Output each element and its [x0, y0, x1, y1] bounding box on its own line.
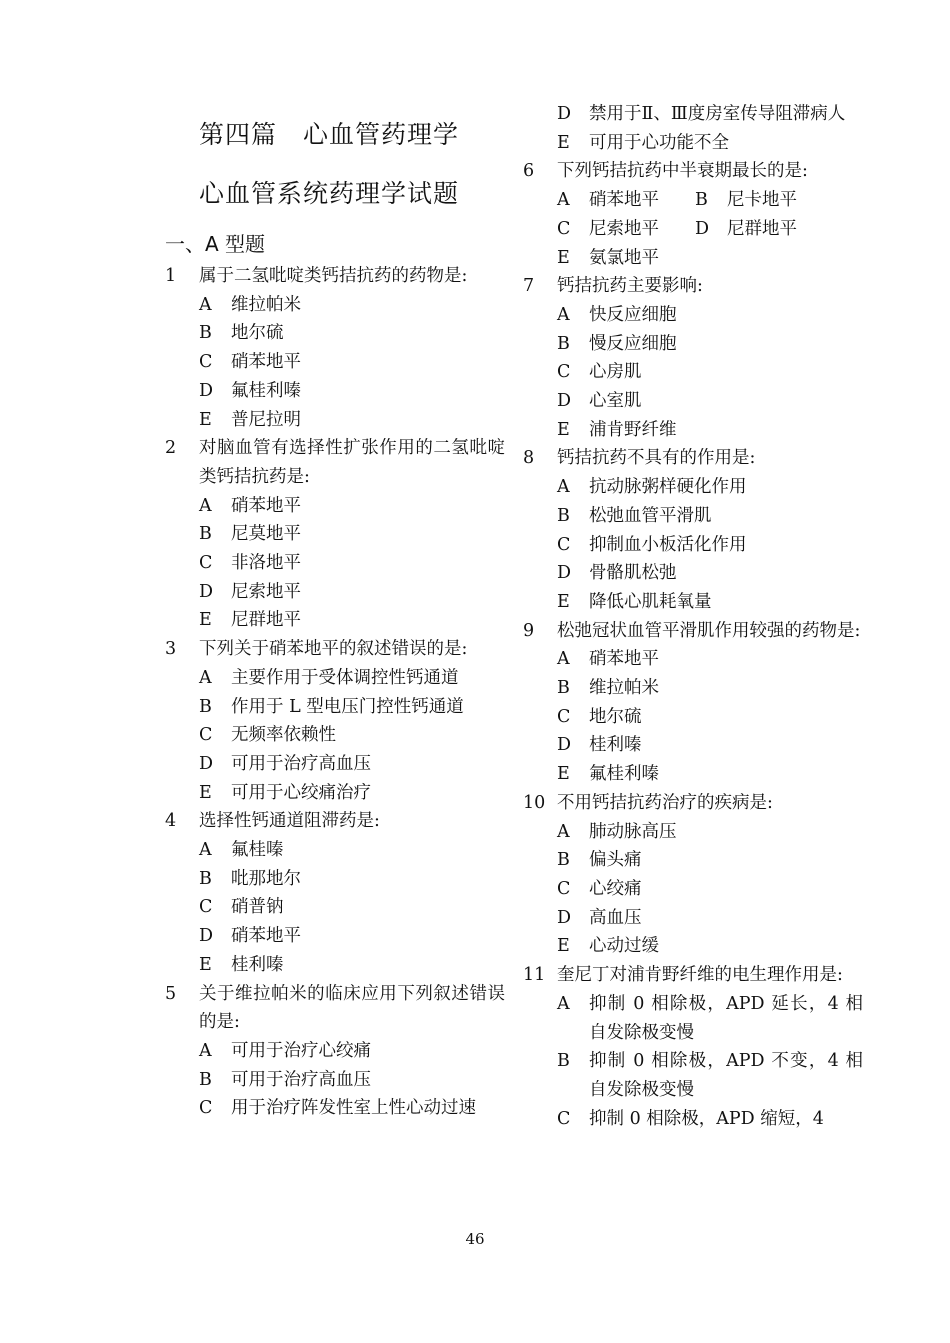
- option-text: 硝苯地平: [231, 352, 301, 373]
- option-text: 用于治疗阵发性室上性心动过速: [231, 1098, 476, 1119]
- option: [523, 502, 863, 531]
- option-row: [523, 215, 863, 244]
- option: [523, 416, 863, 445]
- question: [165, 635, 505, 664]
- option-letter: C: [199, 352, 213, 373]
- option: [695, 215, 833, 244]
- option-letter: D: [557, 563, 572, 584]
- option-letter: D: [199, 753, 214, 774]
- option-letter: E: [557, 419, 570, 440]
- option-text: 硝普钠: [231, 897, 284, 918]
- question-number: 6: [523, 161, 535, 182]
- question-text: 不用钙拮抗药治疗的疾病是:: [557, 792, 773, 813]
- option-letter: B: [557, 505, 570, 526]
- option-text: 可用于治疗心绞痛: [231, 1040, 371, 1061]
- option-text: 骨骼肌松弛: [589, 563, 677, 584]
- option-text: 心绞痛: [589, 878, 642, 899]
- question-5-continued: [523, 100, 863, 157]
- option-letter: E: [557, 936, 570, 957]
- option-letter: D: [557, 735, 572, 756]
- question-number: 5: [165, 983, 177, 1004]
- option-letter: A: [199, 294, 212, 315]
- option: [165, 893, 505, 922]
- option-text: 维拉帕米: [589, 678, 659, 699]
- option-text: 尼莫地平: [231, 524, 301, 545]
- option: [165, 1037, 505, 1066]
- option: [523, 473, 863, 502]
- option-text: 抑制 0 相除极，APD 延长，4 相自发除极变慢: [589, 993, 863, 1043]
- option-letter: E: [557, 764, 570, 785]
- option-text: 高血压: [589, 907, 642, 928]
- option-text: 硝苯地平: [589, 190, 659, 211]
- option-text: 桂利嗪: [231, 954, 284, 975]
- option: [165, 836, 505, 865]
- question: [165, 980, 505, 1037]
- question-text: 下列关于硝苯地平的叙述错误的是:: [199, 639, 468, 660]
- question: [523, 444, 863, 473]
- option: [165, 693, 505, 722]
- option-letter: A: [557, 821, 570, 842]
- option-text: 抑制 0 相除极，APD 缩短，4: [589, 1108, 824, 1129]
- question-text: 钙拮抗药主要影响:: [557, 276, 703, 297]
- option-letter: C: [199, 897, 213, 918]
- option-text: 偏头痛: [589, 850, 642, 871]
- option: [523, 645, 863, 674]
- option: [165, 951, 505, 980]
- option-letter: D: [199, 380, 214, 401]
- option-text: 抗动脉粥样硬化作用: [589, 477, 747, 498]
- option-letter: C: [199, 553, 213, 574]
- option-text: 桂利嗪: [589, 735, 642, 756]
- question-number: 2: [165, 438, 177, 459]
- option-letter: D: [199, 581, 214, 602]
- question-text: 下列钙拮抗药中半衰期最长的是:: [557, 161, 808, 182]
- option-letter: A: [557, 649, 570, 670]
- option-text: 尼索地平: [589, 218, 659, 239]
- question-number: 4: [165, 811, 177, 832]
- option: [523, 846, 863, 875]
- option-letter: E: [199, 782, 212, 803]
- option-letter: D: [557, 104, 572, 124]
- option-text: 抑制血小板活化作用: [589, 534, 747, 555]
- option: [165, 922, 505, 951]
- option: [523, 129, 863, 158]
- option-text: 吡那地尔: [231, 868, 301, 889]
- option-text: 地尔硫: [231, 323, 284, 344]
- option-text: 浦肯野纤维: [589, 419, 677, 440]
- option: [165, 750, 505, 779]
- option-letter: A: [557, 304, 570, 325]
- option-letter: A: [199, 1040, 212, 1061]
- option-text: 无频率依赖性: [231, 725, 336, 746]
- option-text: 可用于治疗高血压: [231, 753, 371, 774]
- question-number: 1: [165, 266, 177, 286]
- option: [165, 377, 505, 406]
- question: [165, 434, 505, 491]
- option-letter: A: [199, 840, 212, 861]
- option: [523, 703, 863, 732]
- option: [523, 904, 863, 933]
- option-text: 硝苯地平: [231, 926, 301, 947]
- option-text: 维拉帕米: [231, 294, 301, 315]
- option-text: 可用于治疗高血压: [231, 1069, 371, 1090]
- option: [165, 492, 505, 521]
- option-letter: C: [557, 1108, 571, 1129]
- option: [523, 760, 863, 789]
- option: [557, 215, 695, 244]
- option: [165, 291, 505, 320]
- option: [523, 1105, 863, 1134]
- option-text: 氨氯地平: [589, 247, 659, 268]
- option: [165, 779, 505, 808]
- question: [523, 157, 863, 186]
- option: [523, 100, 863, 129]
- question-text: 关于维拉帕米的临床应用下列叙述错误的是:: [199, 983, 505, 1033]
- chapter-title: 心血管系统药理学试题: [199, 179, 460, 208]
- option: [695, 186, 833, 215]
- question-text: 属于二氢吡啶类钙拮抗药的药物是:: [199, 266, 468, 286]
- option-letter: A: [199, 495, 212, 516]
- option-text: 心房肌: [589, 362, 642, 383]
- question-number: 11: [523, 965, 546, 986]
- option-letter: E: [199, 409, 212, 430]
- question: [523, 961, 863, 990]
- question-text: 对脑血管有选择性扩张作用的二氢吡啶类钙拮抗药是:: [199, 438, 505, 487]
- option: [165, 606, 505, 635]
- option: [165, 406, 505, 435]
- option-letter: C: [557, 706, 571, 727]
- option-letter: E: [557, 132, 570, 153]
- option-text: 作用于 L 型电压门控性钙通道: [231, 696, 464, 717]
- option-text: 可用于心绞痛治疗: [231, 782, 371, 803]
- option-text: 松弛血管平滑肌: [589, 505, 712, 526]
- option-text: 心动过缓: [589, 936, 659, 957]
- option-text: 地尔硫: [589, 706, 642, 727]
- option: [523, 932, 863, 961]
- question: [523, 272, 863, 301]
- option-text: 氟桂利嗪: [231, 380, 301, 401]
- option-text: 可用于心功能不全: [589, 132, 729, 153]
- option-text: 主要作用于受体调控性钙通道: [231, 667, 459, 688]
- option-letter: B: [557, 678, 570, 699]
- page-number: 46: [465, 1230, 485, 1248]
- option-letter: B: [199, 1069, 212, 1090]
- option-letter: D: [695, 218, 710, 239]
- option-letter: C: [557, 878, 571, 899]
- option: [165, 348, 505, 377]
- option: [523, 990, 863, 1047]
- option: [165, 1094, 505, 1123]
- option-text: 心室肌: [589, 391, 642, 412]
- option-letter: D: [199, 926, 214, 947]
- question-list-left: [165, 262, 505, 1123]
- option: [523, 1047, 863, 1104]
- option-letter: B: [199, 696, 212, 717]
- option: [165, 549, 505, 578]
- option: [523, 875, 863, 904]
- option-text: 硝苯地平: [231, 495, 301, 516]
- option-letter: B: [557, 1051, 570, 1072]
- right-column: [523, 100, 863, 1133]
- option: [523, 559, 863, 588]
- option: [165, 319, 505, 348]
- option-text: 禁用于Ⅱ、Ⅲ度房室传导阻滞病人: [589, 104, 846, 124]
- option: [523, 674, 863, 703]
- option-letter: E: [557, 247, 570, 268]
- question-number: 8: [523, 448, 535, 469]
- option: [165, 520, 505, 549]
- question: [523, 617, 863, 646]
- question: [165, 807, 505, 836]
- left-column: [165, 100, 505, 1123]
- option-text: 降低心肌耗氧量: [589, 591, 712, 612]
- option-letter: C: [557, 218, 571, 239]
- option-row: [523, 186, 863, 215]
- option-text: 普尼拉明: [231, 409, 301, 430]
- question-text: 松弛冠状血管平滑肌作用较强的药物是:: [557, 620, 861, 641]
- option: [523, 358, 863, 387]
- option-letter: E: [199, 610, 212, 631]
- option: [557, 186, 695, 215]
- option-text: 快反应细胞: [589, 304, 677, 325]
- option-text: 氟桂嗪: [231, 840, 284, 861]
- option-text: 尼卡地平: [727, 190, 797, 211]
- option-letter: C: [199, 725, 213, 746]
- option: [165, 578, 505, 607]
- option: [523, 244, 863, 273]
- question-number: 10: [523, 792, 546, 813]
- question-number: 7: [523, 276, 535, 297]
- option: [165, 1066, 505, 1095]
- option: [523, 387, 863, 416]
- option: [523, 301, 863, 330]
- option-letter: A: [557, 190, 570, 211]
- question-number: 3: [165, 639, 177, 660]
- option-letter: B: [557, 850, 570, 871]
- question-number: 9: [523, 620, 535, 641]
- option-text: 肺动脉高压: [589, 821, 677, 842]
- option: [165, 865, 505, 894]
- option: [165, 721, 505, 750]
- option: [523, 531, 863, 560]
- option-letter: C: [199, 1098, 213, 1119]
- question: [165, 262, 505, 291]
- option-letter: B: [199, 323, 212, 344]
- option: [523, 818, 863, 847]
- option-letter: A: [199, 667, 212, 688]
- option-letter: C: [557, 534, 571, 555]
- option-text: 硝苯地平: [589, 649, 659, 670]
- option-text: 氟桂利嗪: [589, 764, 659, 785]
- part-title: 第四篇 心血管药理学: [199, 120, 460, 149]
- question-list-right: [523, 272, 863, 1133]
- option-letter: D: [557, 907, 572, 928]
- option-letter: C: [557, 362, 571, 383]
- option-text: 抑制 0 相除极，APD 不变，4 相自发除极变慢: [589, 1051, 863, 1100]
- option-letter: D: [557, 391, 572, 412]
- option: [523, 330, 863, 359]
- option-text: 非洛地平: [231, 553, 301, 574]
- question-text: 钙拮抗药不具有的作用是:: [557, 448, 756, 469]
- option-letter: E: [557, 591, 570, 612]
- option-text: 慢反应细胞: [589, 333, 677, 354]
- option-letter: B: [199, 524, 212, 545]
- question-text: 奎尼丁对浦肯野纤维的电生理作用是:: [557, 965, 843, 986]
- question: [523, 789, 863, 818]
- option: [523, 731, 863, 760]
- option-text: 尼群地平: [231, 610, 301, 631]
- option-letter: A: [557, 477, 570, 498]
- option-letter: B: [199, 868, 212, 889]
- option: [165, 664, 505, 693]
- section-heading: 一、A 型题: [165, 232, 266, 256]
- option-letter: E: [199, 954, 212, 975]
- option-letter: B: [557, 333, 570, 354]
- option-text: 尼群地平: [727, 218, 797, 239]
- option: [523, 588, 863, 617]
- option-text: 尼索地平: [231, 581, 301, 602]
- option-letter: A: [557, 993, 570, 1014]
- option-letter: B: [695, 190, 708, 211]
- question-text: 选择性钙通道阻滞药是:: [199, 811, 380, 832]
